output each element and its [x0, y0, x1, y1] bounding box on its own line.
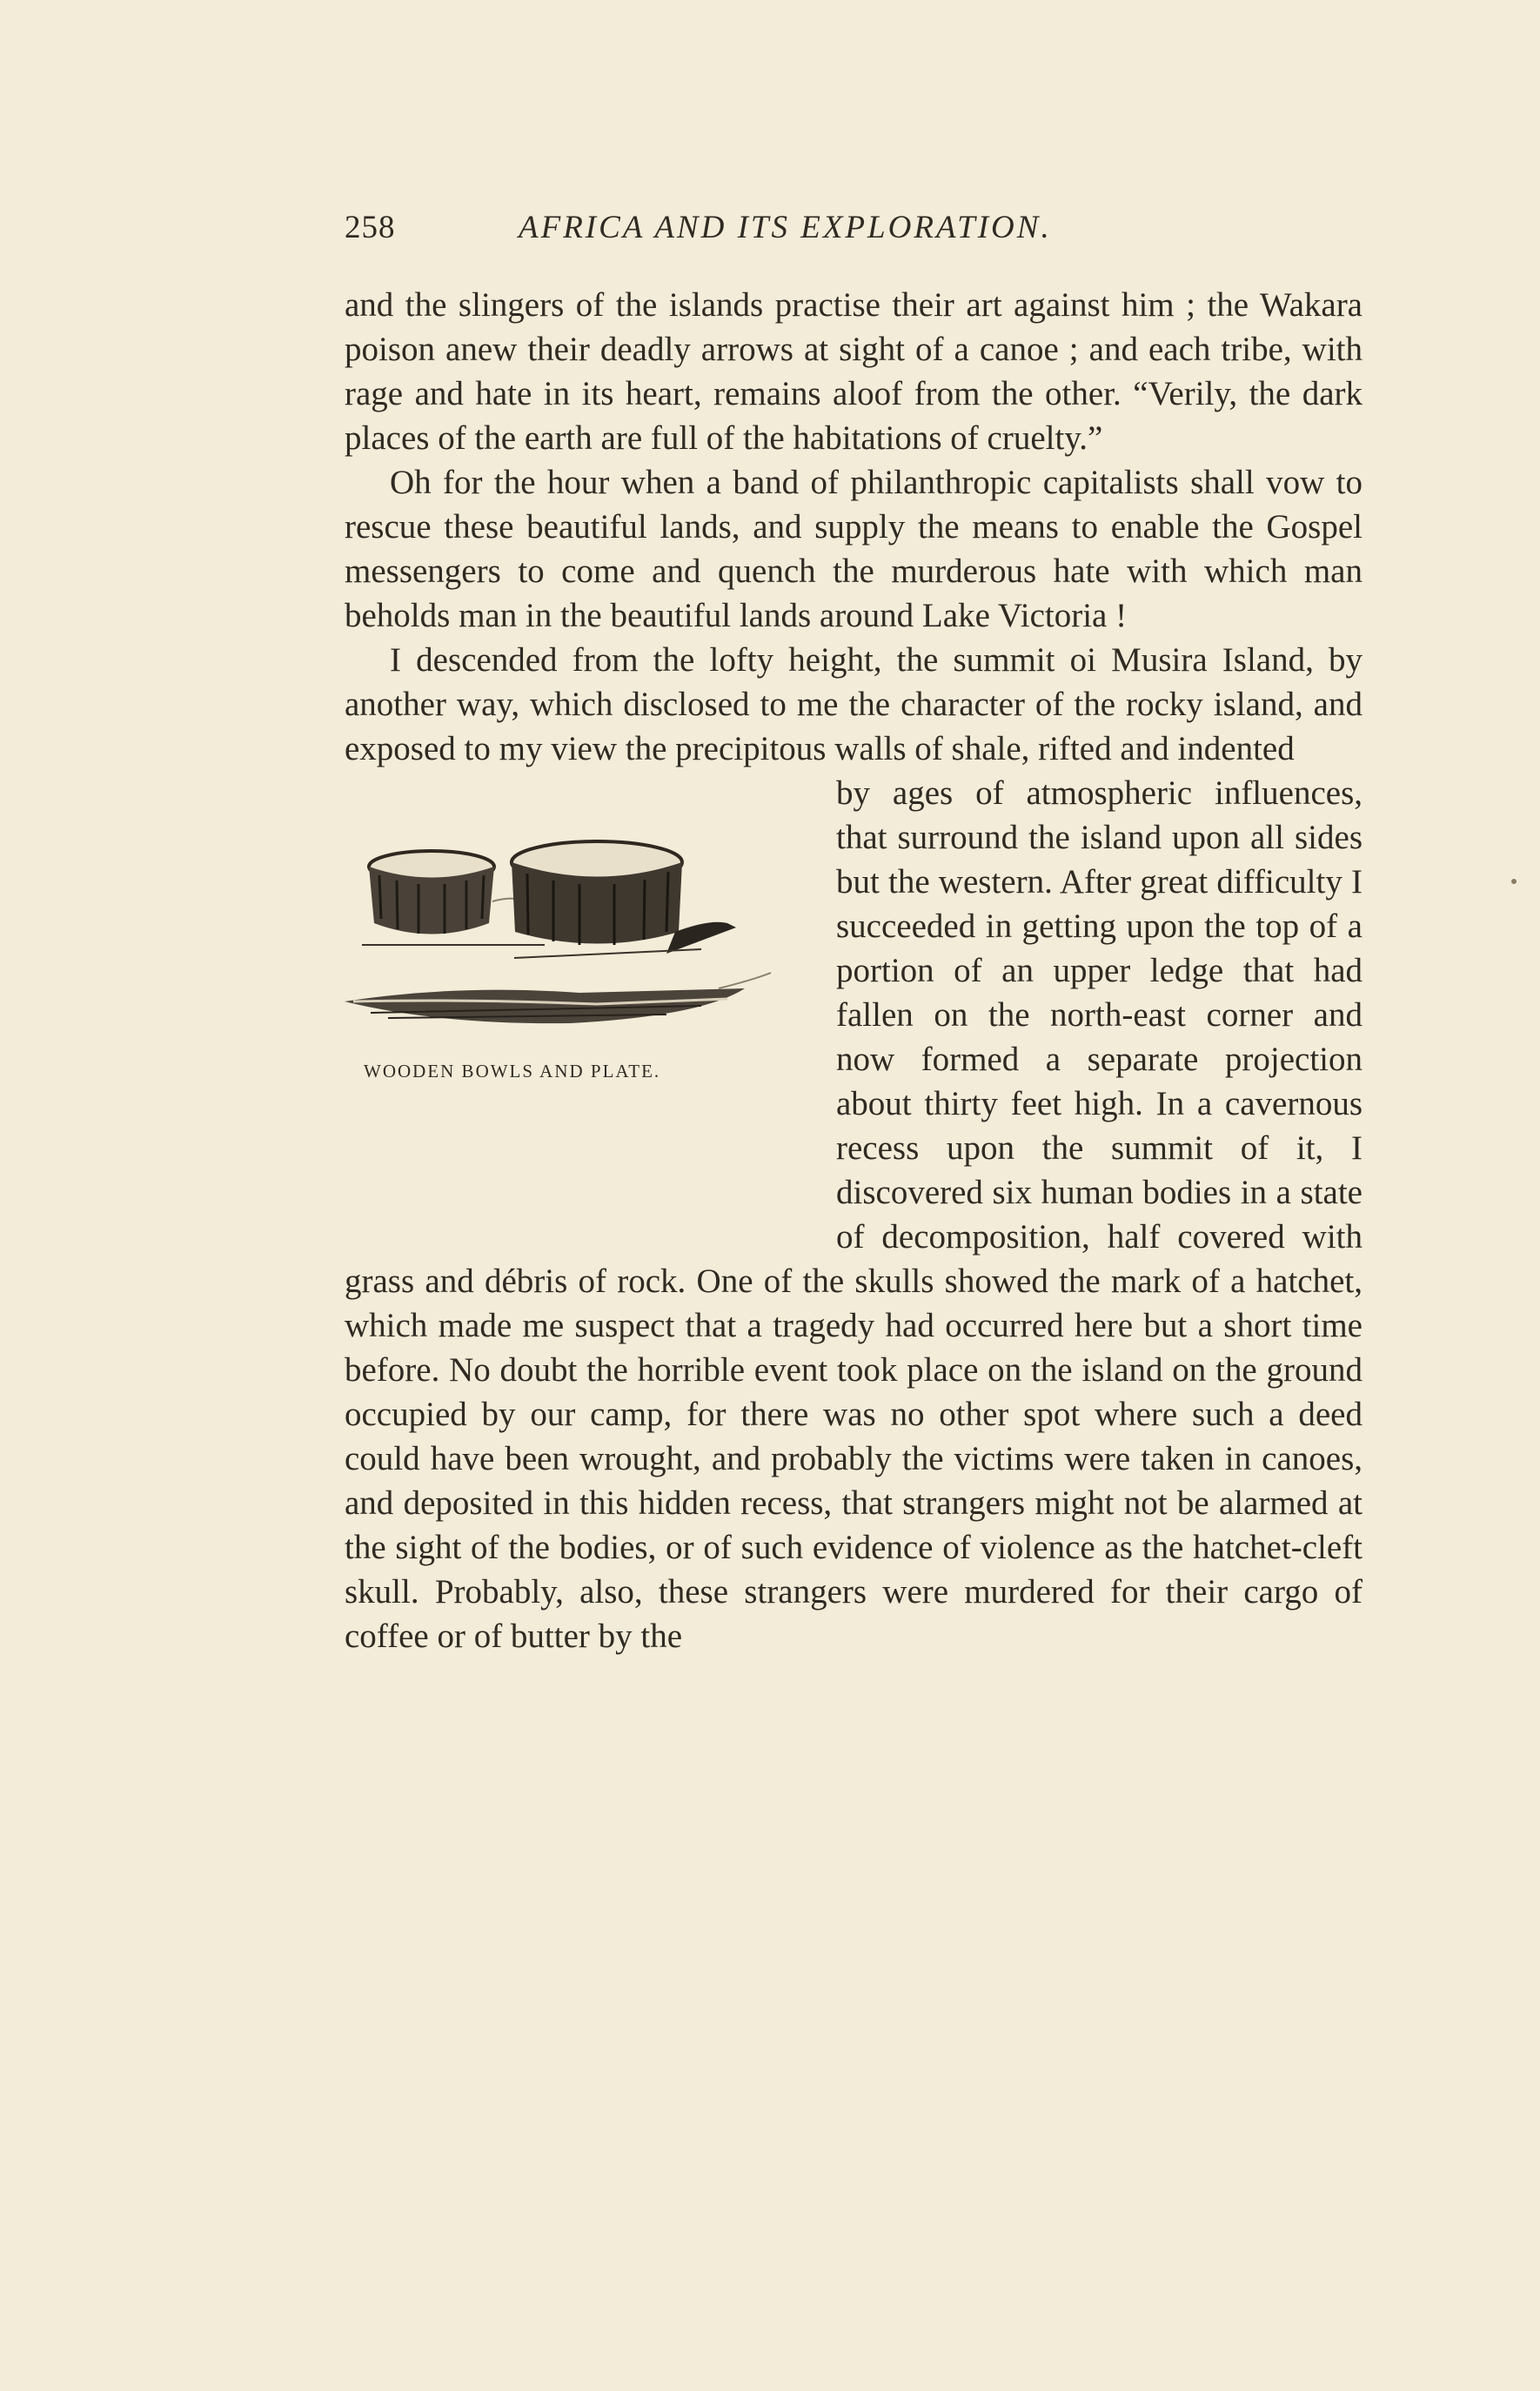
wooden-plate-icon: [345, 973, 771, 1023]
paragraph-3: I descended from the lofty height, the summit oi Musira Island, by another way, which disclosed to me the character of the rocky island, and exposed to my view the precipitous walls of shale, rifted and indented: [345, 641, 1363, 767]
figure-caption: WOODEN BOWLS AND PLATE.: [364, 1061, 661, 1082]
page-number: 258: [345, 210, 396, 245]
wrapped-paragraph: by ages of atmospheric influences, that surround the island upon all sides but the western. After great difficulty I succeeded in getting upon the top of a portion of an upper ledge that had fallen on the north-east corner and now formed a separate projection about thirty feet high. In a cavernous recess upon the summit of it, I discovered six human bodies in a state of decomposition, half covered with grass and débris of rock. One of the skulls showed the mark of a hatchet, which made me suspect that a tragedy had occurred here but a short time before. No doubt the horrible event took place on the island on the ground occupied by our camp, for there was no other spot where such a deed could have been wrought, and probably the victims were taken in canoes, and deposited in this hidden recess, that strangers might not be alarmed at the sight of the bodies, or of such evidence of violence as the hatchet-cleft skull. Probably, also, these strangers were murdered for their cargo of coffee or of butter by the: [345, 774, 1363, 1655]
illustration-figure: [336, 771, 810, 1223]
page-header: [345, 209, 1371, 261]
running-head: AFRICA AND ITS EXPLORATION.: [519, 210, 1052, 245]
page-blemish: [1511, 879, 1517, 884]
right-bowl-icon: [512, 841, 736, 958]
paragraph-2: Oh for the hour when a band of philanthropic capitalists shall vow to rescue these beautiful lands, and supply the means to enable the Gospel messengers to come and quench the murderous hate with which man beholds man in the beautiful lands around Lake Victoria !: [345, 464, 1363, 634]
paragraph-1: and the slingers of the islands practise their art against him ; the Wakara poison anew their deadly arrows at sight of a canoe ; and each tribe, with rage and hate in its heart, remains aloof from the other. “Verily, the dark places of the earth are full of the habitations of cruelty.”: [345, 286, 1363, 457]
body-text: [345, 283, 1363, 1658]
